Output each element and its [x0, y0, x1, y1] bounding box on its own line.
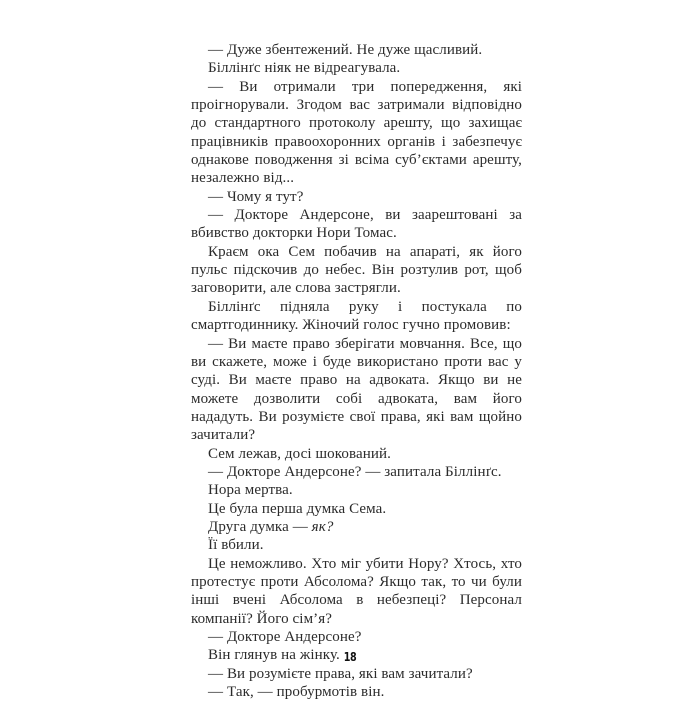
paragraph-text: Друга думка — [208, 518, 312, 535]
paragraph: Він глянув на жінку. [208, 647, 340, 664]
body-text [191, 41, 522, 701]
paragraph-with-italic [191, 518, 522, 536]
paragraph: — Ви розумієте права, які вам зачитали? [208, 665, 473, 682]
paragraph: — Ви отримали три попередження, які проігнорували. Згодом вас затримали відповідно до стандартного протоколу арешту, що захищає працівників правоохоронних органів і забезпечує однакове поводження зі всіма суб’єктами арешту, незалежно від... [191, 78, 522, 187]
paragraph: — Ви маєте право зберігати мовчання. Все, що ви скажете, може і буде використано проти вас у суді. Ви маєте право на адвоката. Якщо ви не можете дозволити собі адвоката, вам його нададуть. Ви розумієте свої права, які вам щойно зачитали? [191, 335, 522, 444]
paragraph: — Чому я тут? [208, 188, 304, 205]
paragraph: Біллінґс ніяк не відреагувала. [208, 60, 401, 77]
paragraph: Біллінґс підняла руку і постукала по смартгодиннику. Жіночий голос гучно промовив: [191, 298, 522, 334]
paragraph: Краєм ока Сем побачив на апараті, як його пульс підскочив до небес. Він розтулив рот, щоб заговорити, але слова застрягли. [191, 243, 522, 297]
paragraph: — Так, — пробурмотів він. [208, 684, 385, 701]
paragraph: Це була перша думка Сема. [208, 500, 387, 517]
italic-emphasis: як? [311, 518, 334, 535]
paragraph: — Дуже збентежений. Не дуже щасливий. [208, 42, 483, 58]
paragraph: Це неможливо. Хто міг убити Нору? Хтось, хто протестує проти Абсолома? Якщо так, то чи були інші вчені Абсолома в небезпеці? Персонал компанії? Його сім’я? [191, 555, 522, 627]
paragraph: Сем лежав, досі шокований. [208, 445, 391, 462]
paragraph: Нора мертва. [208, 482, 293, 499]
page-number: 18 [343, 650, 357, 664]
paragraph: — Докторе Андерсоне, ви заарештовані за вбивство докторки Нори Томас. [191, 207, 522, 242]
paragraph: — Докторе Андерсоне? — запитала Біллінґс. [208, 463, 502, 480]
paragraph: Її вбили. [208, 537, 264, 554]
paragraph: — Докторе Андерсоне? [208, 629, 362, 645]
